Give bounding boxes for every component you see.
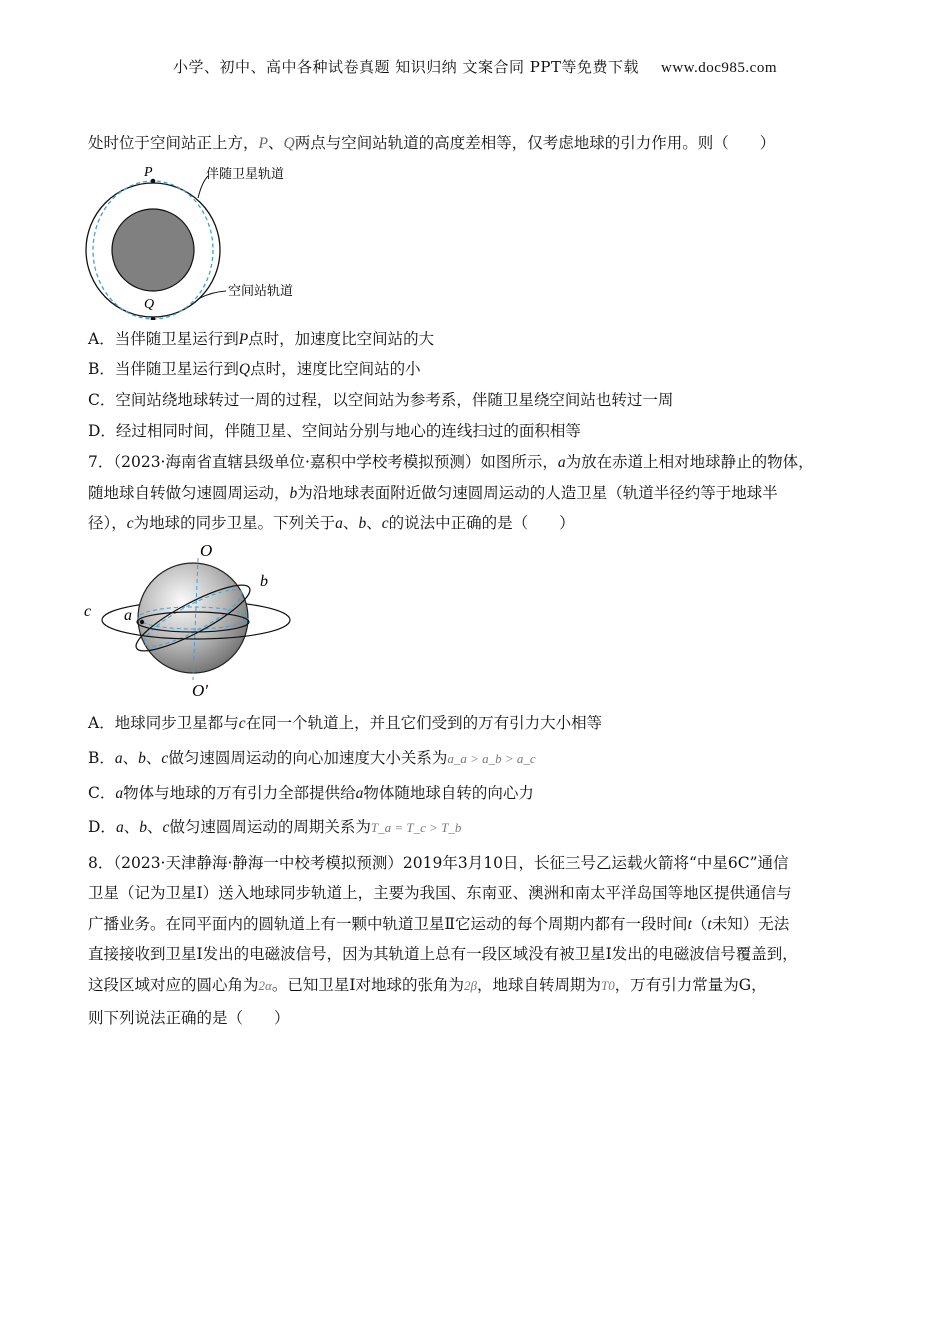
q7-option-a: A．地球同步卫星都与c在同一个轨道上，并且它们受到的万有引力大小相等 [88, 714, 603, 732]
q7-option-b: B．a、b、c做匀速圆周运动的向心加速度大小关系为a_a > a_b > a_c [88, 749, 536, 767]
q7-stem-line-2: 随地球自转做匀速圆周运动，b为沿地球表面附近做匀速圆周运动的人造卫星（轨道半径约等于地球半 [88, 484, 778, 502]
formula-acceleration: a_a > a_b > a_c [447, 751, 536, 766]
q8-line-2: 卫星（记为卫星Ⅰ）送入地球同步轨道上，主要为我国、东南亚、澳洲和南太平洋岛国等地区提供通信与 [88, 884, 792, 902]
formula-period: T_a = T_c > T_b [370, 820, 462, 835]
q8-line-6: 则下列说法正确的是（ ） [88, 1009, 290, 1027]
label-o-prime: O′ [192, 681, 208, 700]
q7-stem-line-3: 径），c为地球的同步卫星。下列关于a、b、c的说法中正确的是（ ） [88, 514, 575, 532]
angle-2beta: 2β [463, 978, 477, 993]
q8-line-1: 8．（2023·天津静海·静海一中校考模拟预测）2019年3月10日，长征三号乙运载火箭将“中星6C”通信 [88, 854, 789, 872]
label-b: b [260, 573, 268, 590]
object-a [140, 620, 144, 624]
q7-option-c: C．a物体与地球的万有引力全部提供给a物体随地球自转的向心力 [88, 784, 534, 802]
label-companion-orbit: 伴随卫星轨道 [206, 167, 285, 182]
period-t0: T0 [600, 978, 615, 993]
q7-stem-line-1: 7．（2023·海南省直辖县级单位·嘉积中学校考模拟预测）如图所示，a为放在赤道上相对地球静止的物体， [88, 453, 814, 471]
label-q: Q [144, 297, 155, 312]
q8-line-3: 广播业务。在同平面内的圆轨道上有一颗中轨道卫星Ⅱ它运动的每个周期内都有一段时间t（t未知）无法 [88, 915, 790, 933]
q6-option-d: D．经过相同时间，伴随卫星、空间站分别与地心的连线扫过的面积相等 [88, 422, 581, 440]
page-header [0, 56, 950, 77]
earth-sphere [138, 563, 248, 673]
earth-disc [112, 209, 194, 291]
angle-2alpha: 2α [258, 978, 272, 993]
q6-option-b: B．当伴随卫星运行到Q点时，速度比空间站的小 [88, 360, 421, 378]
q8-line-5: 这段区域对应的圆心角为2α。已知卫星Ⅰ对地球的张角为2β，地球自转周期为T0，万有引力常量为G， [88, 976, 767, 994]
label-o: O [200, 541, 213, 560]
q7-option-d: D．a、b、c做匀速圆周运动的周期关系为T_a = T_c > T_b [88, 818, 462, 836]
header-url[interactable]: www.doc985.com [660, 60, 777, 76]
earth-figure [80, 540, 310, 700]
q8-line-4: 直接接收到卫星Ⅰ发出的电磁波信号，因为其轨道上总有一段区域没有被卫星Ⅰ发出的电磁波信号覆盖到， [88, 945, 798, 963]
orbit-figure [80, 160, 320, 320]
header-text: 小学、初中、高中各种试卷真题 知识归纳 文案合同 PPT等免费下载 [172, 58, 639, 76]
q6-option-c: C．空间站绕地球转过一周的过程，以空间站为参考系，伴随卫星绕空间站也转过一周 [88, 391, 674, 409]
label-p: P [144, 165, 153, 180]
label-a: a [124, 607, 132, 624]
q6-stem: 处时位于空间站正上方，P、Q两点与空间站轨道的高度差相等，仅考虑地球的引力作用。则（ ） [88, 134, 776, 152]
label-station-orbit: 空间站轨道 [228, 284, 294, 299]
label-c: c [84, 603, 92, 620]
q6-option-a: A．当伴随卫星运行到P点时，加速度比空间站的大 [88, 330, 435, 348]
